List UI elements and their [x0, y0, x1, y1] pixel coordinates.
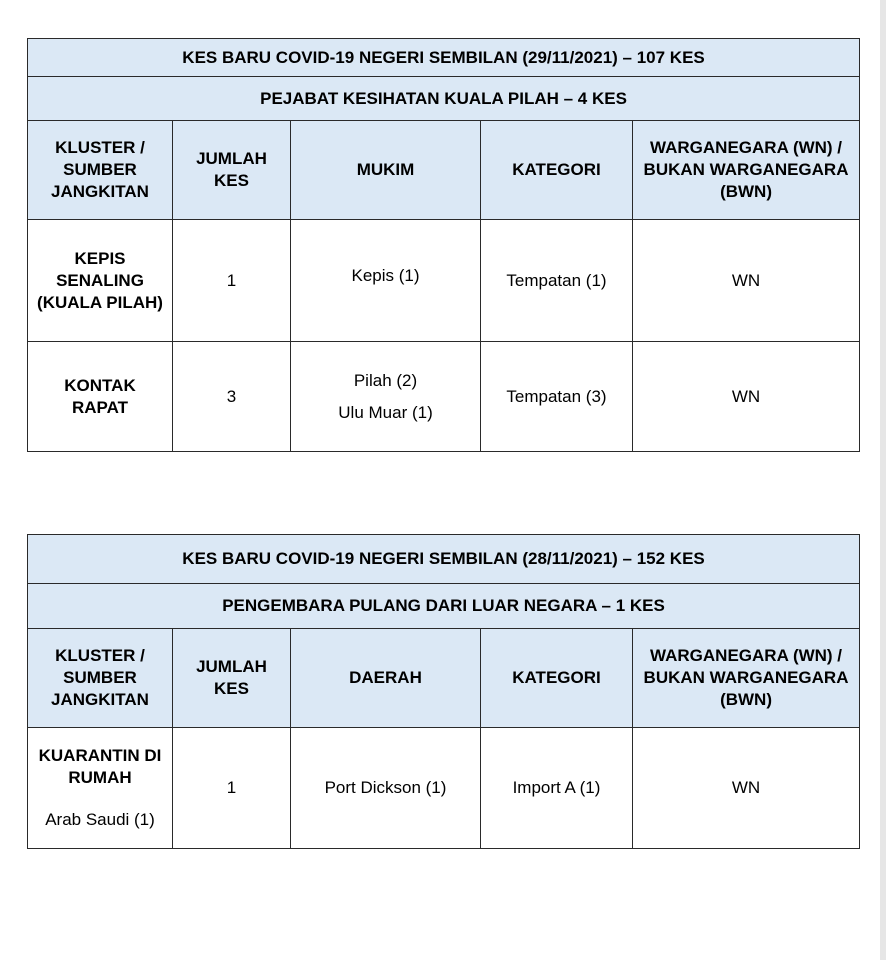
- header-warganegara: WARGANEGARA (WN) / BUKAN WARGANEGARA (BWN): [633, 629, 860, 728]
- cases-table-29-11-2021: [27, 38, 860, 452]
- header-mukim: MUKIM: [291, 121, 481, 220]
- cases-table-28-11-2021: [27, 534, 860, 849]
- cell-kategori: Import A (1): [481, 728, 633, 849]
- header-jumlah: JUMLAH KES: [173, 121, 291, 220]
- cell-kluster: KONTAK RAPAT: [28, 342, 173, 452]
- cell-wn: WN: [633, 728, 860, 849]
- header-kluster: KLUSTER / SUMBER JANGKITAN: [28, 629, 173, 728]
- table-row: [28, 342, 860, 452]
- cell-jumlah: 3: [173, 342, 291, 452]
- cell-kluster: KEPIS SENALING (KUALA PILAH): [28, 220, 173, 342]
- cell-kategori: Tempatan (1): [481, 220, 633, 342]
- table-subtitle: PEJABAT KESIHATAN KUALA PILAH – 4 KES: [28, 77, 860, 121]
- table-subtitle: PENGEMBARA PULANG DARI LUAR NEGARA – 1 KES: [28, 584, 860, 629]
- cell-kluster-note: Arab Saudi (1): [45, 810, 155, 829]
- cell-kategori: Tempatan (3): [481, 342, 633, 452]
- cell-kluster: KUARANTIN DI RUMAH Arab Saudi (1): [28, 728, 173, 849]
- cell-wn: WN: [633, 220, 860, 342]
- header-kategori: KATEGORI: [481, 121, 633, 220]
- header-kategori: KATEGORI: [481, 629, 633, 728]
- header-kluster: KLUSTER / SUMBER JANGKITAN: [28, 121, 173, 220]
- table-title: KES BARU COVID-19 NEGERI SEMBILAN (29/11/2021) – 107 KES: [28, 39, 860, 77]
- cell-jumlah: 1: [173, 220, 291, 342]
- table-title: KES BARU COVID-19 NEGERI SEMBILAN (28/11/2021) – 152 KES: [28, 535, 860, 584]
- header-jumlah: JUMLAH KES: [173, 629, 291, 728]
- table-row: [28, 220, 860, 342]
- cell-wn: WN: [633, 342, 860, 452]
- header-daerah: DAERAH: [291, 629, 481, 728]
- cell-mukim: Kepis (1): [291, 220, 481, 342]
- header-warganegara: WARGANEGARA (WN) / BUKAN WARGANEGARA (BWN): [633, 121, 860, 220]
- cell-mukim: Pilah (2) Ulu Muar (1): [291, 342, 481, 452]
- cell-jumlah: 1: [173, 728, 291, 849]
- cell-daerah: Port Dickson (1): [291, 728, 481, 849]
- scrollbar-track: [880, 0, 886, 960]
- table-row: [28, 728, 860, 849]
